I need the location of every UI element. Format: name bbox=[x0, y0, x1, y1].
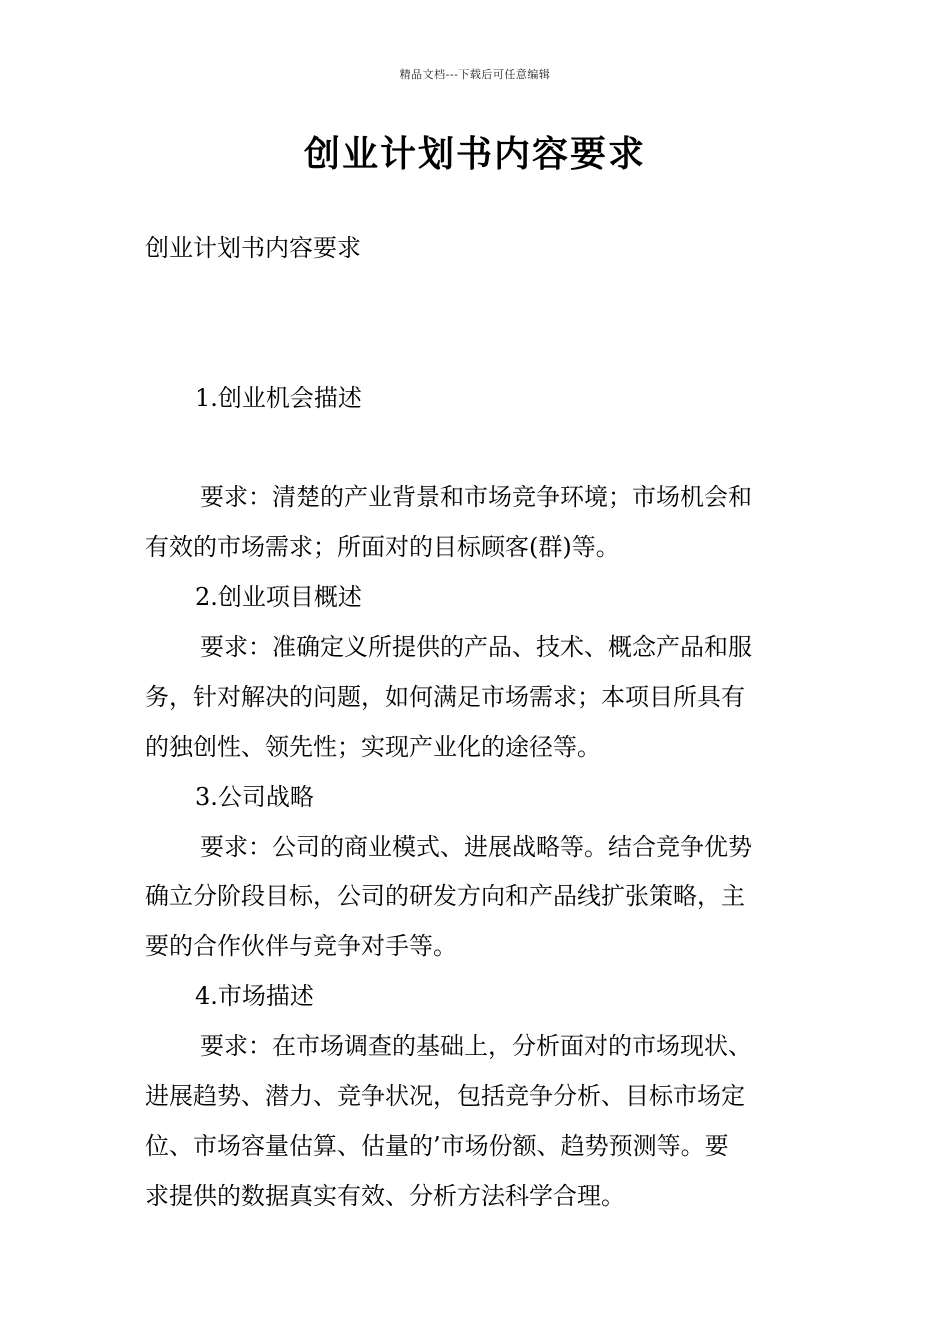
section-2-heading: 2.创业项目概述 bbox=[195, 583, 362, 611]
document-subtitle: 创业计划书内容要求 bbox=[145, 234, 361, 262]
section-2-requirement-line: 务，针对解决的问题，如何满足市场需求；本项目所具有 bbox=[145, 683, 745, 711]
section-1-requirement-line: 要求：清楚的产业背景和市场竞争环境；市场机会和 bbox=[200, 483, 752, 511]
document-title: 创业计划书内容要求 bbox=[303, 134, 646, 175]
section-4-requirement-line: 位、市场容量估算、估量的’市场份额、趋势预测等。要 bbox=[145, 1132, 729, 1160]
section-1-requirement-line: 有效的市场需求；所面对的目标顾客(群)等。 bbox=[145, 533, 620, 561]
section-3-requirement-line: 要求：公司的商业模式、进展战略等。结合竞争优势 bbox=[200, 833, 752, 861]
section-4-requirement-line: 求提供的数据真实有效、分析方法科学合理。 bbox=[145, 1182, 625, 1210]
section-3-requirement-line: 确立分阶段目标，公司的研发方向和产品线扩张策略，主 bbox=[145, 882, 745, 910]
section-4-heading: 4.市场描述 bbox=[195, 982, 314, 1010]
header-note: 精品文档---下载后可任意编辑 bbox=[399, 68, 551, 81]
section-2-requirement-line: 的独创性、领先性；实现产业化的途径等。 bbox=[145, 733, 601, 761]
section-2-requirement-line: 要求：准确定义所提供的产品、技术、概念产品和服 bbox=[200, 633, 752, 661]
section-4-requirement-line: 要求：在市场调查的基础上，分析面对的市场现状、 bbox=[200, 1032, 752, 1060]
section-4-requirement-line: 进展趋势、潜力、竞争状况，包括竞争分析、目标市场定 bbox=[145, 1082, 745, 1110]
section-3-heading: 3.公司战略 bbox=[195, 783, 314, 811]
section-3-requirement-line: 要的合作伙伴与竞争对手等。 bbox=[145, 932, 457, 960]
section-1-heading: 1.创业机会描述 bbox=[195, 384, 362, 412]
